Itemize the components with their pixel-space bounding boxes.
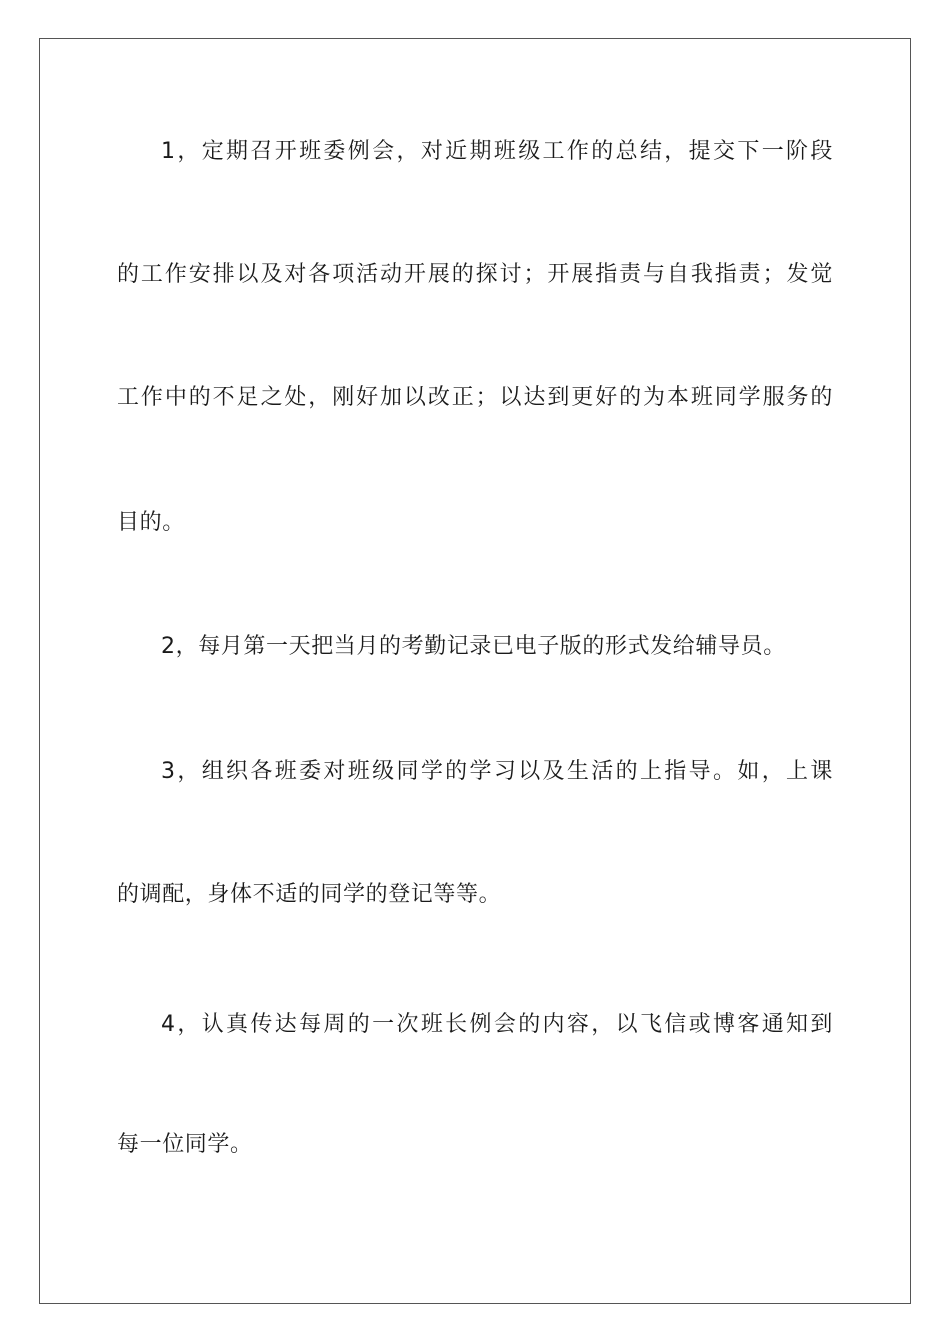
paragraph-2-line-1: 2，每月第一天把当月的考勤记录已电子版的形式发给辅导员。	[161, 634, 786, 659]
paragraph-1-line-1: 1，定期召开班委例会，对近期班级工作的总结，提交下一阶段	[161, 139, 833, 164]
paragraph-1-line-3: 工作中的不足之处，刚好加以改正；以达到更好的为本班同学服务的	[117, 385, 833, 410]
paragraph-3-line-2: 的调配，身体不适的同学的登记等等。	[117, 882, 502, 907]
paragraph-1-line-2: 的工作安排以及对各项活动开展的探讨；开展指责与自我指责；发觉	[117, 262, 833, 287]
paragraph-1-line-4: 目的。	[117, 510, 185, 535]
paragraph-4-line-2: 每一位同学。	[117, 1132, 253, 1157]
paragraph-4-line-1: 4，认真传达每周的一次班长例会的内容，以飞信或博客通知到	[161, 1012, 833, 1037]
paragraph-3-line-1: 3，组织各班委对班级同学的学习以及生活的上指导。如，上课	[161, 759, 833, 784]
page-frame	[39, 38, 911, 1304]
